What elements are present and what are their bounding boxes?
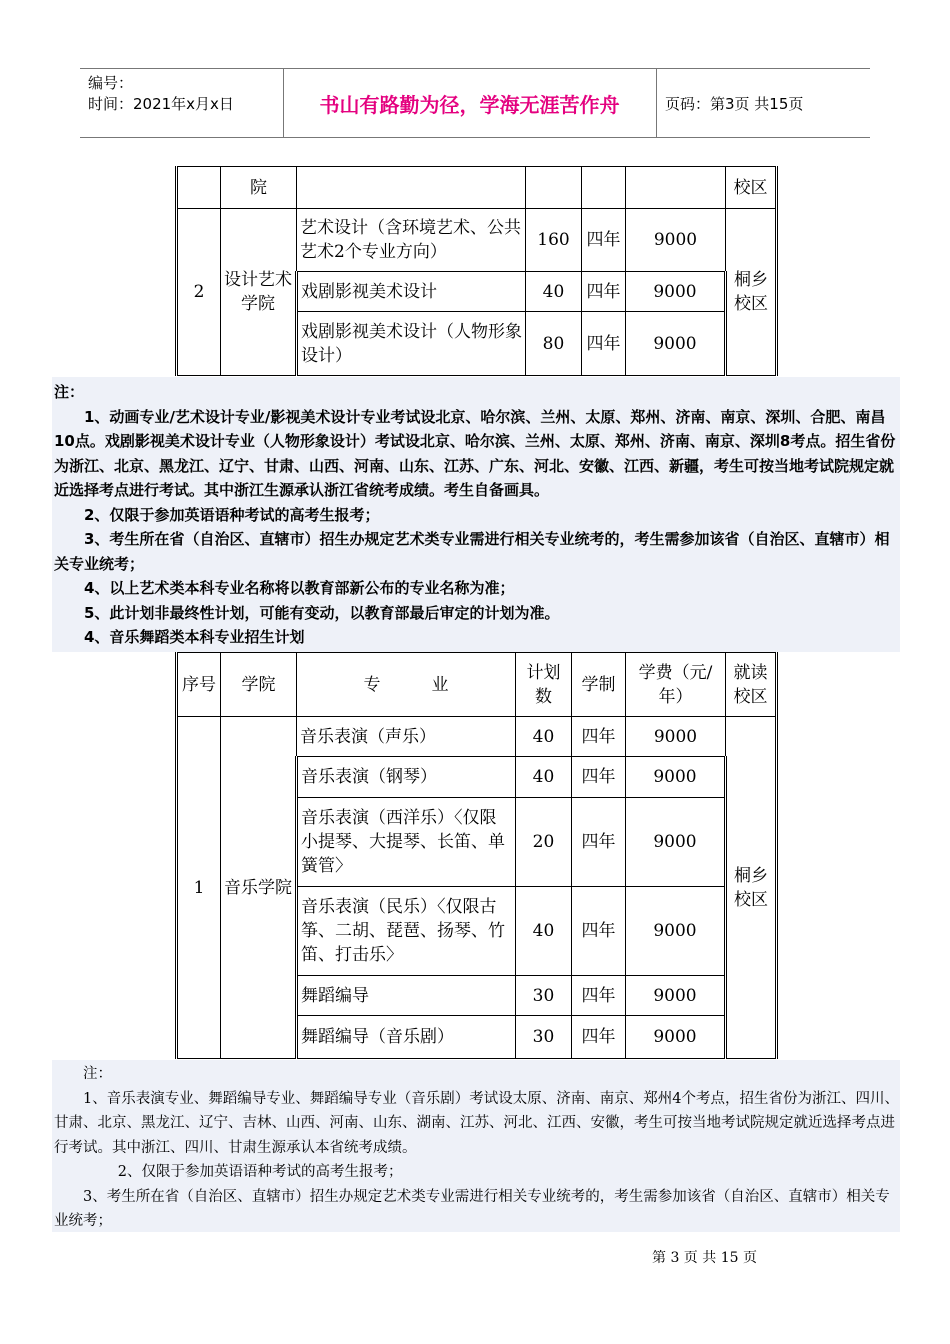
header-years: 学制	[572, 653, 626, 717]
fee-cell: 9000	[626, 976, 726, 1016]
note-item: 3、考生所在省（自治区、直辖市）招生办规定艺术类专业需进行相关专业统考的，考生需参加该省（自治区、直辖市）相关专业统考；	[54, 530, 890, 573]
header-major: 专 业	[297, 653, 516, 717]
header-campus: 就读校区	[726, 653, 777, 717]
table-row	[177, 209, 777, 272]
note-item: 2、仅限于参加英语语种考试的高考生报考；	[84, 505, 380, 524]
table-row	[177, 717, 777, 757]
music-college-table	[175, 652, 778, 1059]
header-plan: 计划数	[516, 653, 572, 717]
campus-cell: 桐乡校区	[726, 717, 777, 1059]
note-item: 2、仅限于参加英语语种考试的高考生报考；	[117, 1164, 403, 1180]
major-cell: 戏剧影视美术设计	[297, 272, 526, 312]
time-label: 时间：2021年x月x日	[88, 95, 234, 113]
note-item: 3、考生所在省（自治区、直辖市）招生办规定艺术类专业需进行相关专业统考的，考生需参加该省（自治区、直辖市）相关专业统考；	[54, 1188, 890, 1229]
major-cell: 音乐表演（钢琴）	[297, 757, 516, 798]
major-cell: 舞蹈编导	[297, 976, 516, 1016]
table-cell	[626, 167, 726, 209]
index-cell: 1	[177, 717, 221, 1059]
major-cell: 艺术设计（含环境艺术、公共艺术2个专业方向）	[297, 209, 526, 272]
years-cell: 四年	[572, 757, 626, 798]
years-cell: 四年	[572, 1016, 626, 1059]
fee-cell: 9000	[626, 272, 726, 312]
notes-section-2	[54, 1062, 900, 1234]
notes-section-1	[54, 380, 900, 650]
years-cell: 四年	[582, 312, 626, 376]
major-cell: 音乐表演（西洋乐）〈仅限小提琴、大提琴、长笛、单簧管〉	[297, 798, 516, 887]
fee-cell: 9000	[626, 757, 726, 798]
table-cell	[582, 167, 626, 209]
table-cell	[297, 167, 526, 209]
fee-cell: 9000	[626, 1016, 726, 1059]
design-college-table	[175, 166, 778, 376]
number-label: 编号：	[88, 74, 134, 92]
campus-cell: 校区	[726, 167, 777, 209]
campus-cell: 桐乡校区	[726, 209, 777, 376]
table-row	[177, 167, 777, 209]
fee-cell: 9000	[626, 209, 726, 272]
years-cell: 四年	[582, 272, 626, 312]
table-header-row	[177, 653, 777, 717]
fee-cell: 9000	[626, 717, 726, 757]
plan-cell: 40	[516, 757, 572, 798]
major-cell: 戏剧影视美术设计（人物形象设计）	[297, 312, 526, 376]
index-cell: 2	[177, 209, 221, 376]
header-meta	[88, 73, 234, 115]
years-cell: 四年	[572, 798, 626, 887]
fee-cell: 9000	[626, 312, 726, 376]
plan-cell: 40	[526, 272, 582, 312]
note-item: 5、此计划非最终性计划，可能有变动，以教育部最后审定的计划为准。	[84, 603, 560, 622]
table-cell	[526, 167, 582, 209]
plan-cell: 80	[526, 312, 582, 376]
years-cell: 四年	[572, 976, 626, 1016]
plan-cell: 40	[516, 717, 572, 757]
note-item: 1、音乐表演专业、舞蹈编导专业、舞蹈编导专业（音乐剧）考试设太原、济南、南京、郑州4个考点，招生省份为浙江、四川、甘肃、北京、黑龙江、辽宁、吉林、山西、河南、山东、湖南、江苏、河北、江西、安徽，考生可按当地考试院规定就近选择考点进行考试。其中浙江、四川、甘肃生源承认本省统考成绩。	[54, 1090, 899, 1156]
college-cell: 设计艺术学院	[221, 209, 297, 376]
header-college: 学院	[221, 653, 297, 717]
plan-cell: 30	[516, 976, 572, 1016]
table-cell	[177, 167, 221, 209]
plan-cell: 40	[516, 887, 572, 976]
notes-title: 注：	[54, 383, 85, 401]
major-cell: 音乐表演（声乐）	[297, 717, 516, 757]
years-cell: 四年	[582, 209, 626, 272]
page-footer: 第 3 页 共 15 页	[652, 1250, 757, 1266]
major-cell: 舞蹈编导（音乐剧）	[297, 1016, 516, 1059]
plan-cell: 160	[526, 209, 582, 272]
note-item: 4、以上艺术类本科专业名称将以教育部新公布的专业名称为准；	[84, 579, 515, 597]
fee-cell: 9000	[626, 887, 726, 976]
plan-cell: 30	[516, 1016, 572, 1059]
section-title: 4、音乐舞蹈类本科专业招生计划	[84, 628, 305, 646]
header-motto: 书山有路勤为径，学海无涯苦作舟	[319, 92, 620, 117]
years-cell: 四年	[572, 887, 626, 976]
header-page-label: 页码：第3页 共15页	[665, 95, 804, 113]
years-cell: 四年	[572, 717, 626, 757]
fee-cell: 9000	[626, 798, 726, 887]
header-divider	[656, 69, 657, 137]
college-cell: 院	[221, 167, 297, 209]
notes-title: 注：	[83, 1066, 112, 1082]
college-cell: 音乐学院	[221, 717, 297, 1059]
plan-cell: 20	[516, 798, 572, 887]
major-cell: 音乐表演（民乐）〈仅限古筝、二胡、琵琶、扬琴、竹笛、打击乐〉	[297, 887, 516, 976]
page-header	[80, 68, 870, 138]
header-fee: 学费（元/年）	[626, 653, 726, 717]
note-item: 1、动画专业/艺术设计专业/影视美术设计专业考试设北京、哈尔滨、兰州、太原、郑州、济南、南京、深圳、合肥、南昌10点。戏剧影视美术设计专业（人物形象设计）考试设北京、哈尔滨、兰州、太原、郑州、济南、南京、深圳8考点。招生省份为浙江、北京、黑龙江、辽宁、甘肃、山西、河南、山东、江苏、广东、河北、安徽、江西、新疆，考生可按当地考试院规定就近选择考点进行考试。其中浙江生源承认浙江省统考成绩。考生自备画具。	[54, 407, 896, 499]
header-index: 序号	[177, 653, 221, 717]
